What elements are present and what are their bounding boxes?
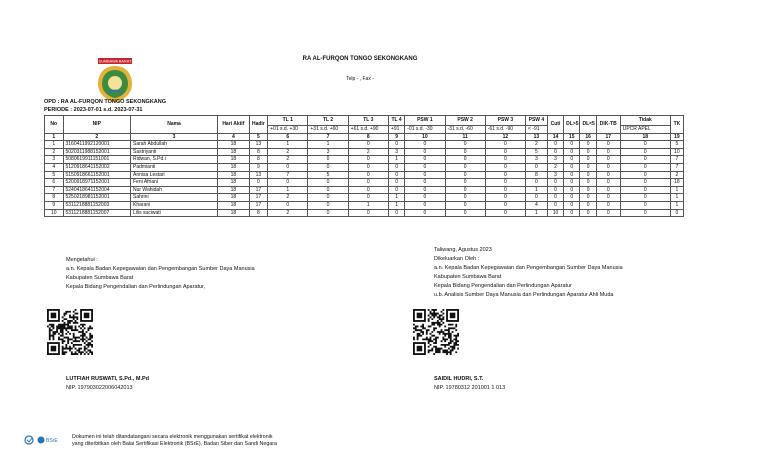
table-header-row: [45, 116, 684, 126]
table-cell: 0: [348, 171, 388, 179]
table-cell: 0: [348, 163, 388, 171]
table-cell: 0: [526, 194, 548, 202]
table-cell: 18: [218, 194, 250, 202]
table-cell: 0: [596, 186, 620, 194]
table-cell: 2: [268, 148, 308, 156]
block-line: Kabupaten Sumbawa Barat: [434, 274, 502, 280]
index-cell: 3: [130, 133, 217, 141]
table-cell: 0: [405, 194, 445, 202]
table-cell: 0: [445, 194, 485, 202]
table-cell: 10: [547, 209, 563, 217]
block-line: u.b. Analisis Sumber Daya Manusia dan Perlindungan Aparatur Ahli Muda: [434, 292, 614, 298]
col-tk: TK: [670, 116, 683, 134]
attendance-table: [44, 115, 684, 217]
index-cell: 5: [249, 133, 268, 141]
col-psw3: PSW 3: [485, 116, 525, 126]
table-cell: 0: [268, 163, 308, 171]
col-tl1: TL 1: [268, 116, 308, 126]
index-cell: 13: [526, 133, 548, 141]
col-tl2: TL 2: [308, 116, 348, 126]
col-tidak: Tidak: [620, 116, 670, 126]
table-cell: 0: [445, 148, 485, 156]
table-cell: 0: [308, 179, 348, 187]
logo-banner-text: SUMBAWA BARAT: [98, 59, 132, 64]
table-cell: 0: [249, 179, 268, 187]
col-nama: Nama: [130, 116, 217, 134]
table-cell: 0: [526, 163, 548, 171]
table-cell: 1: [268, 141, 308, 149]
table-cell: 7: [670, 163, 683, 171]
block-line: Taliwang, Agustus 2023: [434, 247, 492, 253]
table-cell: Kharani: [130, 201, 217, 209]
table-cell: 0: [620, 163, 670, 171]
table-cell: 1: [526, 209, 548, 217]
table-cell: 0: [547, 179, 563, 187]
table-cell: 0: [580, 171, 596, 179]
table-cell: 0: [620, 171, 670, 179]
sub-tl1: +01 s.d. +30: [268, 126, 308, 134]
table-cell: 8: [249, 156, 268, 164]
table-cell: 0: [388, 209, 404, 217]
right-signer-nip: NIP. 19780312 201001 1 013: [434, 385, 506, 391]
table-cell: 0: [596, 194, 620, 202]
table-cell: 0: [564, 201, 580, 209]
table-cell: 5020311988152001: [63, 148, 130, 156]
table-cell: 0: [485, 194, 525, 202]
table-cell: 8: [526, 171, 548, 179]
left-signer-nip: NIP. 197903022006042013: [66, 385, 133, 391]
table-cell: 1: [268, 186, 308, 194]
table-cell: 0: [445, 201, 485, 209]
table-cell: 0: [445, 186, 485, 194]
index-cell: 16: [580, 133, 596, 141]
table-cell: 0: [348, 194, 388, 202]
sub-psw1: -01 s.d. -30: [405, 126, 445, 134]
table-cell: Ridwan, S.Pd.i: [130, 156, 217, 164]
table-cell: 3160411992120001: [63, 141, 130, 149]
block-line: a.n. Kepala Badan Kepegawaian dan Pengembangan Sumber Daya Manusia: [66, 266, 255, 272]
table-index-row: [45, 133, 684, 141]
table-cell: 0: [620, 209, 670, 217]
index-cell: 19: [670, 133, 683, 141]
table-cell: 13: [249, 141, 268, 149]
table-cell: 17: [249, 186, 268, 194]
table-cell: 18: [218, 171, 250, 179]
table-cell: 0: [596, 148, 620, 156]
table-cell: 0: [445, 209, 485, 217]
table-cell: Feni Afriani: [130, 179, 217, 187]
table-cell: 0: [580, 201, 596, 209]
index-cell: 6: [268, 133, 308, 141]
table-cell: 10: [45, 209, 64, 217]
table-cell: 3: [388, 148, 404, 156]
table-cell: 5311218881152007: [63, 209, 130, 217]
table-cell: 0: [580, 163, 596, 171]
table-cell: Sarah Abdullah: [130, 141, 217, 149]
table-cell: 6: [45, 179, 64, 187]
table-cell: 0: [485, 179, 525, 187]
block-line: Kepala Bidang Pengendalian dan Perlindungan Aparatur,: [66, 284, 206, 290]
table-cell: 1: [670, 194, 683, 202]
table-cell: 18: [218, 186, 250, 194]
table-cell: 1: [526, 186, 548, 194]
table-cell: 0: [580, 148, 596, 156]
table-cell: 0: [405, 156, 445, 164]
table-cell: 0: [485, 156, 525, 164]
table-cell: 0: [485, 186, 525, 194]
table-cell: Nur Wahidah: [130, 186, 217, 194]
table-cell: 1: [670, 186, 683, 194]
sub-tl2: +31 s.d. +60: [308, 126, 348, 134]
block-line: Kabupaten Sumbawa Barat: [66, 275, 134, 281]
table-cell: 0: [596, 179, 620, 187]
table-cell: 5: [670, 141, 683, 149]
org-title: RA AL-FURQON TONGO SEKONGKANG: [302, 56, 418, 62]
index-cell: 11: [445, 133, 485, 141]
table-cell: 2: [670, 171, 683, 179]
table-cell: 0: [620, 179, 670, 187]
footer-line-2: yang diterbitkan oleh Balai Sertifikasi Elektronik (BSrE), Badan Siber dan Sandi Negara: [72, 441, 277, 447]
table-row: [45, 194, 684, 202]
table-cell: 0: [405, 201, 445, 209]
table-cell: 2: [45, 148, 64, 156]
table-cell: 0: [445, 171, 485, 179]
table-cell: 17: [249, 194, 268, 202]
table-cell: 18: [218, 148, 250, 156]
table-cell: 0: [547, 148, 563, 156]
table-cell: 1: [388, 156, 404, 164]
table-cell: 0: [564, 163, 580, 171]
table-cell: 9: [45, 201, 64, 209]
table-cell: 0: [596, 163, 620, 171]
index-cell: 9: [388, 133, 404, 141]
left-approval-block: [66, 256, 255, 292]
table-cell: 0: [564, 141, 580, 149]
col-nip: NIP: [63, 116, 130, 134]
table-cell: 0: [580, 156, 596, 164]
table-cell: 0: [348, 186, 388, 194]
table-cell: 0: [620, 194, 670, 202]
table-body: [45, 141, 684, 217]
bsre-logo-icon: [24, 433, 64, 447]
qr-code-icon: [47, 309, 93, 355]
table-cell: 0: [564, 186, 580, 194]
table-cell: Sastriyanti: [130, 148, 217, 156]
table-cell: 0: [564, 179, 580, 187]
footer-line-1: Dokumen ini telah ditandatangani secara elektronik menggunakan sertifikat elektronik: [72, 434, 273, 440]
index-cell: 1: [45, 133, 64, 141]
table-cell: 2: [526, 141, 548, 149]
table-cell: 18: [218, 201, 250, 209]
qr-code-icon: [413, 309, 459, 355]
footer-disclaimer: [72, 434, 277, 448]
table-cell: 0: [620, 141, 670, 149]
table-cell: 0: [445, 141, 485, 149]
table-cell: 5: [526, 148, 548, 156]
table-cell: 0: [564, 194, 580, 202]
col-dl-gt5: DL>5: [564, 116, 580, 134]
table-cell: 1: [388, 194, 404, 202]
table-cell: 0: [596, 156, 620, 164]
table-cell: 0: [388, 141, 404, 149]
table-cell: 5: [45, 171, 64, 179]
block-line: Kepala Bidang Pengendalian dan Perlindungan Aparatur: [434, 283, 572, 289]
table-cell: 3: [526, 156, 548, 164]
table-cell: 0: [388, 171, 404, 179]
table-cell: 0: [547, 201, 563, 209]
sub-tl4: +91: [388, 126, 404, 134]
index-cell: 17: [596, 133, 620, 141]
table-cell: 0: [580, 194, 596, 202]
sub-psw3: -61 s.d. -90: [485, 126, 525, 134]
table-cell: 0: [547, 186, 563, 194]
table-cell: 3: [547, 171, 563, 179]
org-contact: Telp - , Fax -: [346, 76, 374, 82]
table-cell: 18: [218, 156, 250, 164]
col-dl-lt5: DL<5: [580, 116, 596, 134]
index-cell: 2: [63, 133, 130, 141]
table-cell: 0: [620, 156, 670, 164]
table-cell: 8: [249, 209, 268, 217]
table-cell: 2: [268, 194, 308, 202]
table-cell: 18: [218, 209, 250, 217]
table-cell: 0: [580, 179, 596, 187]
table-cell: 0: [268, 179, 308, 187]
table-cell: 1: [308, 141, 348, 149]
table-cell: 0: [348, 156, 388, 164]
col-psw2: PSW 2: [445, 116, 485, 126]
table-cell: 9: [249, 163, 268, 171]
table-cell: 0: [308, 209, 348, 217]
table-cell: 0: [308, 201, 348, 209]
table-cell: 0: [388, 163, 404, 171]
table-cell: 0: [348, 209, 388, 217]
table-cell: 0: [564, 148, 580, 156]
table-cell: 17: [249, 201, 268, 209]
table-cell: 0: [388, 179, 404, 187]
table-cell: 0: [620, 186, 670, 194]
table-cell: 5311218881152003: [63, 201, 130, 209]
block-line: a.n. Kepala Badan Kepegawaian dan Pengembangan Sumber Daya Manusia: [434, 265, 623, 271]
col-psw4: PSW 4: [526, 116, 548, 126]
table-cell: 1: [348, 201, 388, 209]
table-row: [45, 209, 684, 217]
table-row: [45, 201, 684, 209]
right-issuer-block: [434, 246, 623, 300]
table-cell: 0: [445, 179, 485, 187]
table-cell: 0: [485, 171, 525, 179]
table-cell: 1: [670, 201, 683, 209]
table-cell: 0: [596, 201, 620, 209]
block-line: Dikeluarkan Oleh :: [434, 256, 480, 262]
table-cell: 0: [348, 141, 388, 149]
table-cell: 0: [308, 156, 348, 164]
table-cell: 0: [445, 156, 485, 164]
table-cell: 2: [268, 156, 308, 164]
table-cell: 0: [405, 179, 445, 187]
table-cell: 0: [348, 179, 388, 187]
table-row: [45, 186, 684, 194]
table-cell: 0: [405, 148, 445, 156]
table-row: [45, 171, 684, 179]
table-cell: 2: [348, 148, 388, 156]
sub-psw2: -31 s.d. -60: [445, 126, 485, 134]
table-row: [45, 179, 684, 187]
table-cell: 0: [620, 148, 670, 156]
table-cell: 0: [405, 171, 445, 179]
table-cell: 2: [268, 209, 308, 217]
col-cuti: Cuti: [547, 116, 563, 134]
table-cell: 0: [620, 201, 670, 209]
table-cell: 0: [308, 194, 348, 202]
table-cell: 0: [564, 209, 580, 217]
table-cell: 0: [564, 171, 580, 179]
table-cell: 0: [485, 148, 525, 156]
table-row: [45, 156, 684, 164]
regency-emblem-icon: [92, 57, 138, 103]
table-row: [45, 141, 684, 149]
index-cell: 14: [547, 133, 563, 141]
table-cell: 0: [596, 141, 620, 149]
right-signer-name: SAIDIL HUDRI, S.T.: [434, 376, 484, 382]
table-cell: 8: [249, 148, 268, 156]
table-cell: 3: [45, 156, 64, 164]
table-cell: 0: [405, 141, 445, 149]
table-cell: 0: [308, 163, 348, 171]
index-cell: 8: [348, 133, 388, 141]
periode-label: PERIODE : 2023-07-01 s.d. 2023-07-31: [44, 107, 143, 113]
table-cell: 18: [218, 179, 250, 187]
index-cell: 4: [218, 133, 250, 141]
table-cell: Lilis suciwati: [130, 209, 217, 217]
table-cell: 2: [547, 163, 563, 171]
sub-psw4: < -91: [526, 126, 548, 134]
table-cell: 0: [485, 163, 525, 171]
table-cell: 4: [45, 163, 64, 171]
table-cell: 5250218981152001: [63, 194, 130, 202]
table-cell: 18: [218, 141, 250, 149]
table-cell: 0: [405, 186, 445, 194]
index-cell: 15: [564, 133, 580, 141]
left-signer-name: LUTFIAH RUSWATI, S.Pd., M.Pd: [66, 376, 150, 382]
index-cell: 10: [405, 133, 445, 141]
table-cell: 3: [547, 156, 563, 164]
opd-label: OPD : RA AL-FURQON TONGO SEKONGKANG: [44, 99, 167, 105]
col-dik-tb: DIK-TB: [596, 116, 620, 134]
table-cell: 0: [670, 209, 683, 217]
table-cell: 8: [45, 194, 64, 202]
table-cell: Padmianti: [130, 163, 217, 171]
table-cell: 0: [564, 156, 580, 164]
table-cell: 0: [485, 141, 525, 149]
table-cell: 3: [308, 148, 348, 156]
table-cell: 0: [485, 209, 525, 217]
table-cell: 0: [547, 194, 563, 202]
table-cell: 18: [218, 163, 250, 171]
table-cell: 0: [405, 209, 445, 217]
table-cell: 7: [268, 171, 308, 179]
col-hari-aktif: Hari Aktif: [218, 116, 250, 134]
index-cell: 7: [308, 133, 348, 141]
table-cell: 0: [580, 186, 596, 194]
col-tl3: TL 3: [348, 116, 388, 126]
table-cell: 5200918971152001: [63, 179, 130, 187]
table-cell: Annisa Lestari: [130, 171, 217, 179]
table-cell: 0: [596, 171, 620, 179]
table-cell: 1: [388, 201, 404, 209]
table-cell: 0: [526, 179, 548, 187]
table-cell: 0: [268, 201, 308, 209]
col-psw1: PSW 1: [405, 116, 445, 126]
table-cell: 0: [308, 186, 348, 194]
table-cell: 0: [580, 141, 596, 149]
table-cell: 0: [547, 141, 563, 149]
table-cell: 0: [580, 209, 596, 217]
sub-tl3: +61 s.d. +90: [348, 126, 388, 134]
index-cell: 18: [620, 133, 670, 141]
table-cell: 0: [388, 186, 404, 194]
col-no: No: [45, 116, 64, 134]
table-cell: 7: [45, 186, 64, 194]
table-cell: 1: [45, 141, 64, 149]
table-cell: 10: [670, 148, 683, 156]
table-row: [45, 148, 684, 156]
block-line: Mengetahui :: [66, 257, 98, 263]
table-cell: 7: [670, 156, 683, 164]
table-cell: 5240418641152004: [63, 186, 130, 194]
table-cell: 5120918641152002: [63, 163, 130, 171]
sub-tidak: UPCR APEL: [620, 126, 670, 134]
table-cell: 5: [308, 171, 348, 179]
table-cell: 5080619911151001: [63, 156, 130, 164]
index-cell: 12: [485, 133, 525, 141]
svg-text:BSrE: BSrE: [46, 438, 58, 444]
table-cell: 13: [249, 171, 268, 179]
table-cell: 18: [670, 179, 683, 187]
table-cell: Sahrini: [130, 194, 217, 202]
col-hadir: Hadir: [249, 116, 268, 134]
table-row: [45, 163, 684, 171]
table-cell: 0: [445, 163, 485, 171]
table-cell: 5150918661152001: [63, 171, 130, 179]
table-cell: 0: [405, 163, 445, 171]
col-tl4: TL 4: [388, 116, 404, 126]
table-cell: 4: [526, 201, 548, 209]
table-cell: 0: [485, 201, 525, 209]
table-cell: 0: [596, 209, 620, 217]
